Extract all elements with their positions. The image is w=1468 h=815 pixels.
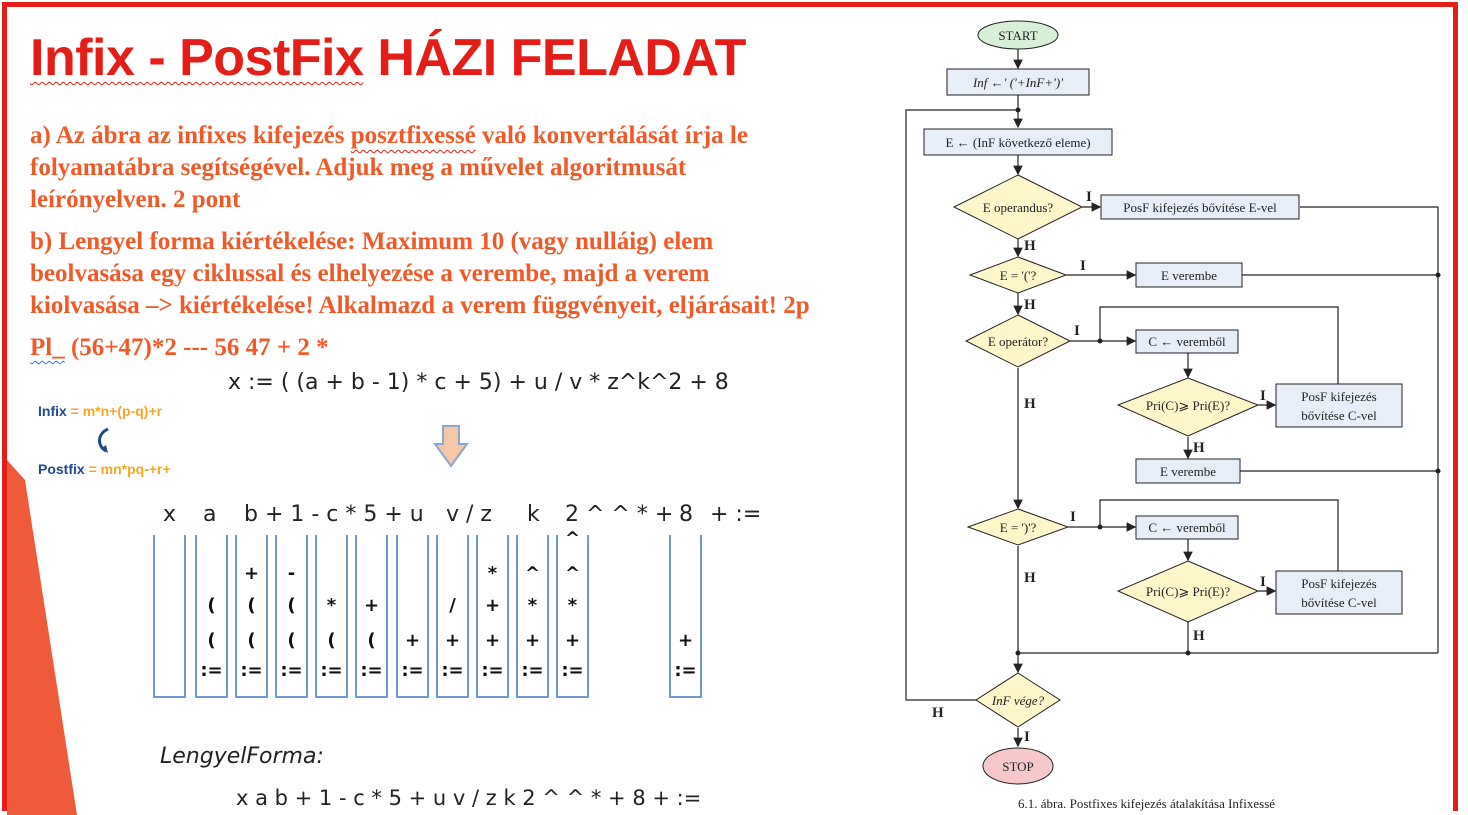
infix-label: Infix [38,403,67,419]
stack-symbol: * [326,595,337,616]
stack-symbol: + [404,630,421,651]
token: + := [710,502,762,527]
stack-symbol: + [484,630,501,651]
open-push: E verembe [1161,268,1217,283]
stack-symbol: ^ [564,528,581,549]
stack-symbol: ( [287,630,296,651]
yes-label: I [1260,574,1266,590]
yes-label: I [1086,189,1092,205]
task-b-line-3: kiolvasása –> kiértékelése! Alkalmazd a verem függvényeit, eljárásait! 2p [30,292,810,319]
stack-symbol: ( [207,630,216,651]
priority-question-2: Pri(C)⩾ Pri(E)? [1145,584,1231,599]
stack-symbol: := [401,660,424,681]
stack-symbol: ^ [564,563,581,584]
example-prefix: Pl_ [30,334,65,361]
stack-symbol: / [449,595,456,616]
stack-symbol: := [561,660,584,681]
stack-symbol: := [441,660,464,681]
infix-value: = m*n+(p-q)+r [66,403,163,419]
token: b + 1 - c * 5 + u [244,502,424,527]
stack-symbol: ( [367,630,376,651]
stack-symbol: ( [247,595,256,616]
task-a-line-3: leírónyelven. 2 pont [30,186,241,213]
end-question: InF vége? [991,693,1045,708]
stack-symbol: ( [247,630,256,651]
title-infix-postfix: Infix - PostFix [30,29,364,87]
stack-symbol: * [567,595,578,616]
stack-symbol: := [481,660,504,681]
next-label: E ← (InF következő eleme) [945,135,1091,150]
yes-label: I [1024,729,1030,745]
priority-question-1: Pri(C)⩾ Pri(E)? [1145,398,1231,413]
stack-symbol: + [484,595,501,616]
stack-symbol: * [527,595,538,616]
stack-symbol: + [363,595,380,616]
stack-symbol: * [487,563,498,584]
postfix-label: Postfix [38,461,85,477]
operand-action: PosF kifejezés bővítése E-vel [1123,200,1277,215]
stack-symbol: + [243,563,260,584]
postfix-value: = mn*pq-+r+ [84,461,171,477]
token: k [527,502,540,527]
no-label: H [1024,238,1036,254]
token: 2 ^ ^ * + [565,502,674,527]
title-hazi-feladat: HÁZI FELADAT [363,29,746,87]
yes-label: I [1080,258,1086,274]
start-label: START [998,28,1038,43]
stack-symbol: ( [207,595,216,616]
token: 8 [679,502,693,527]
pop-label-2: C ← veremből [1148,520,1226,535]
stack-symbol: + [444,630,461,651]
no-label: H [1024,570,1036,586]
example-text: (56+47)*2 --- 56 47 + 2 * [64,334,329,361]
pop-label-1: C ← veremből [1148,334,1226,349]
extend-label-1a: PosF kifejezés [1301,389,1377,404]
extend-label-2a: PosF kifejezés [1301,576,1377,591]
underlined-word: posztfixessé [350,122,476,149]
token: v / z [446,502,492,527]
push-label: E verembe [1160,464,1216,479]
stack-symbol: + [677,630,694,651]
init-label: Inf ←' ('+InF+')' [972,75,1064,90]
stack-symbol: - [287,563,296,584]
no-label: H [1024,297,1036,313]
infix-expression: x := ( (a + b - 1) * c + 5) + u / v * z^k^2 + 8 [228,370,729,395]
stack-symbol: := [200,660,223,681]
stack-symbol: + [524,630,541,651]
token: x [163,502,177,527]
yes-label: I [1070,509,1076,525]
stack-symbol: := [320,660,343,681]
stack-symbol: ( [287,595,296,616]
stop-label: STOP [1002,759,1034,774]
stack-symbol: + [564,630,581,651]
no-label: H [1024,396,1036,412]
no-label: H [932,705,944,721]
task-b-line-1: b) Lengyel forma kiértékelése: Maximum 10 (vagy nulláig) elem [30,228,714,255]
operator-question: E operátor? [987,334,1049,349]
lengyel-label: LengyelForma: [160,744,324,769]
task-b-line-2: beolvasása egy ciklussal és elhelyezése a verembe, majd a verem [30,260,710,287]
no-label: H [1193,440,1205,456]
stack-symbol: := [674,660,697,681]
stack-symbol: ^ [524,563,541,584]
task-a-line-1: a) Az ábra az infixes kifejezés posztfixessé való konvertálását írja le [30,122,748,149]
yes-label: I [1074,323,1080,339]
extend-label-1b: bővítése C-vel [1301,408,1377,423]
stack-symbol: := [280,660,303,681]
task-a-line-2: folyamatábra segítségével. Adjuk meg a művelet algoritmusát [30,154,687,181]
stack-symbol: ( [327,630,336,651]
yes-label: I [1260,388,1266,404]
stack-symbol: := [360,660,383,681]
figure-caption: 6.1. ábra. Postfixes kifejezés átalakítása Infixessé [1018,796,1276,811]
close-question: E = ')'? [999,520,1037,535]
stack-symbol: := [521,660,544,681]
extend-label-2b: bővítése C-vel [1301,595,1377,610]
no-label: H [1193,628,1205,644]
operand-question: E operandus? [982,200,1054,215]
token: a [203,502,217,527]
open-question: E = '('? [999,268,1037,283]
lengyel-expression: x a b + 1 - c * 5 + u v / z k 2 ^ ^ * + 8 + := [236,786,702,810]
stack-symbol: := [240,660,263,681]
